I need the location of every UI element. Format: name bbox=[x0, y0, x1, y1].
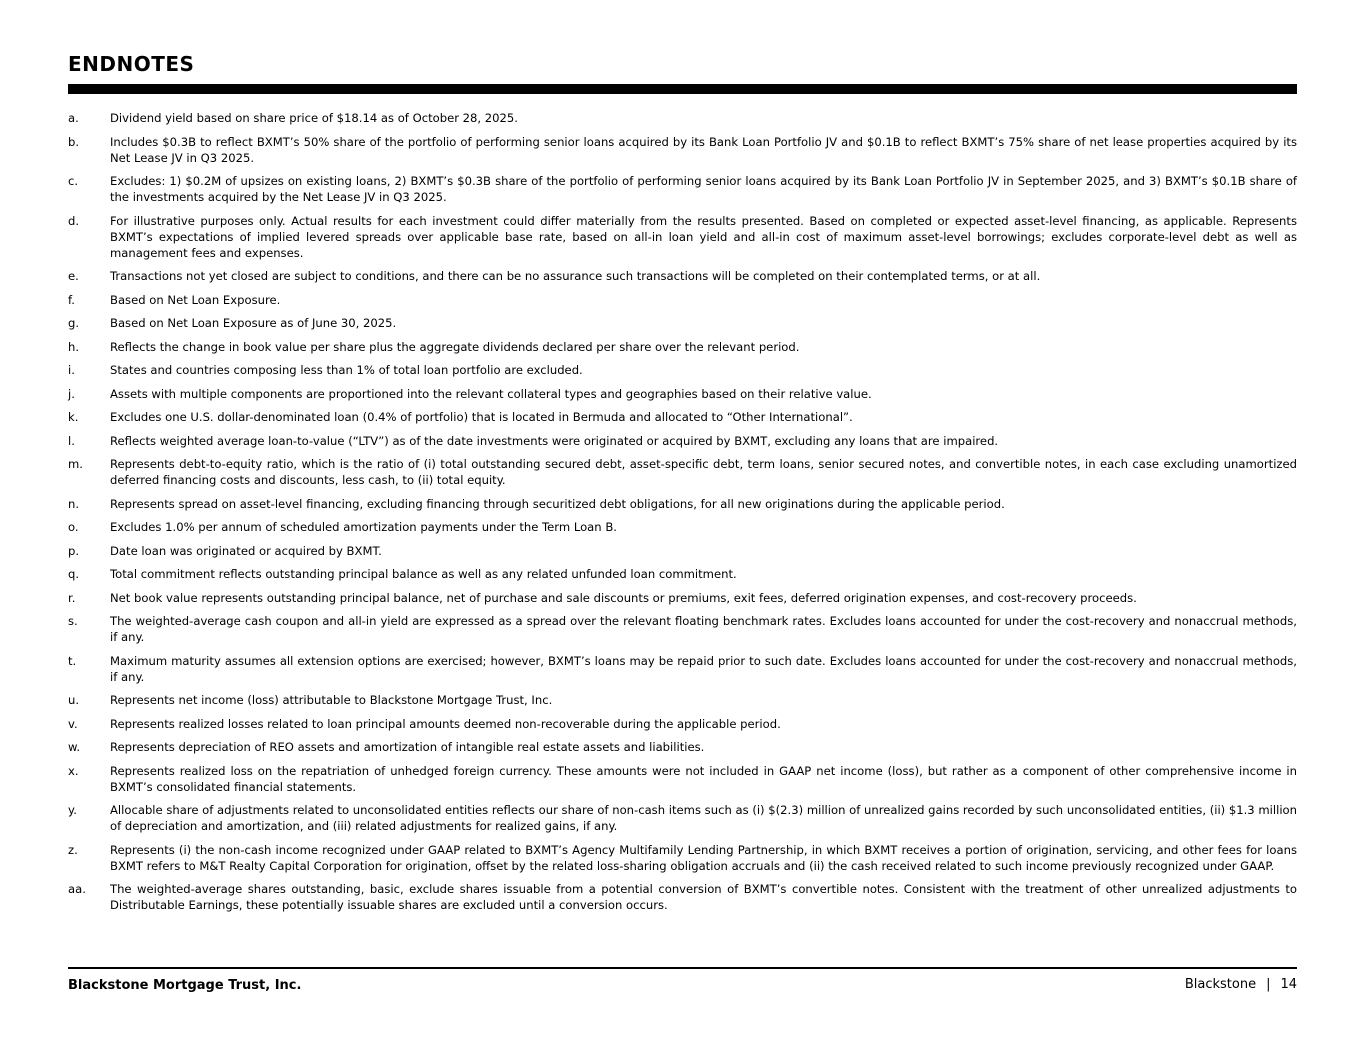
endnote-text: Includes $0.3B to reflect BXMT’s 50% share of the portfolio of performing senior loans acquired by its Bank Loan Portfolio JV and $0.1B to reflect BXMT’s 75% share of net lease properties acquired by its Net Lease JV in Q3 2025. bbox=[110, 134, 1297, 165]
footer-company-name: Blackstone Mortgage Trust, Inc. bbox=[68, 978, 302, 993]
endnote-r bbox=[68, 590, 1297, 606]
endnote-k bbox=[68, 409, 1297, 425]
endnote-n bbox=[68, 496, 1297, 512]
page-number: 14 bbox=[1280, 977, 1297, 992]
endnote-w bbox=[68, 739, 1297, 755]
endnote-y bbox=[68, 802, 1297, 834]
endnote-text: Maximum maturity assumes all extension options are exercised; however, BXMT’s loans may be repaid prior to such date. Excludes loans accounted for under the cost-recovery and nonaccrual methods, if any. bbox=[110, 653, 1297, 684]
endnote-label: h. bbox=[68, 339, 80, 354]
endnote-text: Represents depreciation of REO assets and amortization of intangible real estate assets and liabilities. bbox=[110, 740, 705, 754]
endnotes-list bbox=[68, 110, 1297, 921]
endnote-label: f. bbox=[68, 292, 75, 307]
endnote-f bbox=[68, 292, 1297, 308]
endnote-text: Reflects weighted average loan-to-value (“LTV”) as of the date investments were originated or acquired by BXMT, excluding any loans that are impaired. bbox=[110, 433, 999, 448]
endnote-text: Assets with multiple components are proportioned into the relevant collateral types and geographies based on their relative value. bbox=[110, 386, 872, 401]
endnote-v bbox=[68, 716, 1297, 732]
page-title: ENDNOTES bbox=[68, 52, 195, 76]
endnote-label: j. bbox=[68, 386, 75, 401]
endnote-label: x. bbox=[68, 763, 79, 778]
endnote-text: Represents (i) the non-cash income recognized under GAAP related to BXMT’s Agency Multifamily Lending Partnership, in which BXMT receives a portion of origination, servicing, and other fees for loans BXMT refers to M&T Realty Capital Corporation for origination, offset by the related loss-sharing obligation accruals and (ii) the cash received related to such income previously recognized under GAAP. bbox=[110, 842, 1297, 873]
endnote-u bbox=[68, 692, 1297, 708]
endnote-text: Represents net income (loss) attributable to Blackstone Mortgage Trust, Inc. bbox=[110, 693, 553, 707]
endnote-text: Dividend yield based on share price of $18.14 as of October 28, 2025. bbox=[110, 111, 518, 125]
endnote-label: g. bbox=[68, 316, 80, 330]
endnote-text: Based on Net Loan Exposure as of June 30, 2025. bbox=[110, 316, 397, 330]
endnote-z bbox=[68, 842, 1297, 874]
endnote-text: For illustrative purposes only. Actual results for each investment could differ materially from the results presented. Based on completed or expected asset-level financing, as applicable. Represents BXMT’s expectations of implied levered spreads over applicable base rate, based on all-in loan yield and all-in cost of maximum asset-level borrowings; excludes corporate-level debt as well as management fees and expenses. bbox=[110, 213, 1297, 260]
endnote-text: The weighted-average cash coupon and all-in yield are expressed as a spread over the relevant floating benchmark rates. Excludes loans accounted for under the cost-recovery and nonaccrual methods, if any. bbox=[110, 614, 1297, 644]
endnote-label: u. bbox=[68, 693, 80, 707]
endnote-label: k. bbox=[68, 410, 79, 424]
endnote-label: c. bbox=[68, 174, 79, 188]
endnote-a bbox=[68, 110, 1297, 126]
endnote-label: r. bbox=[68, 590, 76, 605]
endnote-text: Excludes 1.0% per annum of scheduled amortization payments under the Term Loan B. bbox=[110, 520, 617, 534]
endnote-text: Excludes: 1) $0.2M of upsizes on existing loans, 2) BXMT’s $0.3B share of the portfolio of performing senior loans acquired by its Bank Loan Portfolio JV in September 2025, and 3) BXMT’s $0.1B share of the investments acquired by the Net Lease JV in Q3 2025. bbox=[110, 174, 1297, 204]
endnote-label: q. bbox=[68, 567, 80, 581]
endnote-h bbox=[68, 339, 1297, 355]
endnote-label: i. bbox=[68, 363, 75, 377]
endnote-label: t. bbox=[68, 653, 77, 668]
endnote-i bbox=[68, 362, 1297, 378]
endnote-aa bbox=[68, 881, 1297, 913]
footer-divider bbox=[68, 967, 1297, 969]
endnote-m bbox=[68, 456, 1297, 488]
endnote-text: The weighted-average shares outstanding, basic, exclude shares issuable from a potential conversion of BXMT’s convertible notes. Consistent with the treatment of other unrealized adjustments to Distributable Earnings, these potentially issuable shares are excluded until a conversion occurs. bbox=[110, 882, 1297, 912]
endnote-label: b. bbox=[68, 134, 80, 149]
endnote-text: Excludes one U.S. dollar-denominated loan (0.4% of portfolio) that is located in Bermuda and allocated to “Other International”. bbox=[110, 410, 853, 424]
endnote-j bbox=[68, 386, 1297, 402]
endnote-label: w. bbox=[68, 740, 81, 754]
footer-separator: | bbox=[1266, 977, 1271, 992]
endnote-t bbox=[68, 653, 1297, 685]
endnote-label: n. bbox=[68, 496, 80, 511]
endnote-label: p. bbox=[68, 543, 80, 558]
title-divider bbox=[68, 84, 1297, 94]
endnote-text: Allocable share of adjustments related to unconsolidated entities reflects our share of non-cash items such as (i) $(2.3) million of unrealized gains recorded by such unconsolidated entities, (ii) $1.3 million of depreciation and amortization, and (iii) related adjustments for realized gains, if any. bbox=[110, 803, 1297, 833]
endnote-d bbox=[68, 213, 1297, 261]
endnote-label: e. bbox=[68, 269, 79, 283]
endnote-label: v. bbox=[68, 716, 78, 731]
endnote-x bbox=[68, 763, 1297, 795]
endnote-text: Reflects the change in book value per share plus the aggregate dividends declared per share over the relevant period. bbox=[110, 339, 800, 354]
endnote-l bbox=[68, 433, 1297, 449]
endnote-o bbox=[68, 519, 1297, 535]
endnote-text: Represents realized losses related to loan principal amounts deemed non-recoverable during the applicable period. bbox=[110, 716, 781, 731]
endnote-label: l. bbox=[68, 433, 75, 448]
endnote-label: aa. bbox=[68, 882, 86, 896]
endnote-text: Represents realized loss on the repatriation of unhedged foreign currency. These amounts were not included in GAAP net income (loss), but rather as a component of other comprehensive income in BXMT’s consolidated financial statements. bbox=[110, 763, 1297, 794]
footer-right bbox=[1185, 976, 1297, 994]
endnote-text: Represents spread on asset-level financing, excluding financing through securitized debt obligations, for all new originations during the applicable period. bbox=[110, 496, 1005, 511]
endnote-text: Based on Net Loan Exposure. bbox=[110, 292, 281, 307]
endnote-label: s. bbox=[68, 614, 78, 628]
endnote-g bbox=[68, 315, 1297, 331]
endnote-label: d. bbox=[68, 213, 80, 228]
endnote-s bbox=[68, 613, 1297, 645]
endnote-c bbox=[68, 173, 1297, 205]
endnote-p bbox=[68, 543, 1297, 559]
endnote-text: Represents debt-to-equity ratio, which is the ratio of (i) total outstanding secured debt, asset-specific debt, term loans, senior secured notes, and convertible notes, in each case excluding unamortized deferred financing costs and discounts, less cash, to (ii) total equity. bbox=[110, 457, 1297, 487]
endnote-b bbox=[68, 134, 1297, 166]
endnote-text: Net book value represents outstanding principal balance, net of purchase and sale discounts or premiums, exit fees, deferred origination expenses, and cost-recovery proceeds. bbox=[110, 590, 1137, 605]
endnote-q bbox=[68, 566, 1297, 582]
footer-brand: Blackstone bbox=[1184, 977, 1257, 992]
endnote-text: Date loan was originated or acquired by BXMT. bbox=[110, 543, 382, 558]
endnote-label: a. bbox=[68, 111, 79, 125]
endnote-text: States and countries composing less than 1% of total loan portfolio are excluded. bbox=[110, 363, 583, 377]
endnote-label: m. bbox=[68, 457, 83, 471]
endnote-text: Transactions not yet closed are subject to conditions, and there can be no assurance such transactions will be completed on their contemplated terms, or at all. bbox=[110, 269, 1041, 283]
endnote-text: Total commitment reflects outstanding principal balance as well as any related unfunded loan commitment. bbox=[110, 567, 737, 581]
endnote-e bbox=[68, 268, 1297, 284]
endnote-label: o. bbox=[68, 520, 79, 534]
endnote-label: z. bbox=[68, 842, 78, 857]
endnote-label: y. bbox=[68, 803, 77, 817]
